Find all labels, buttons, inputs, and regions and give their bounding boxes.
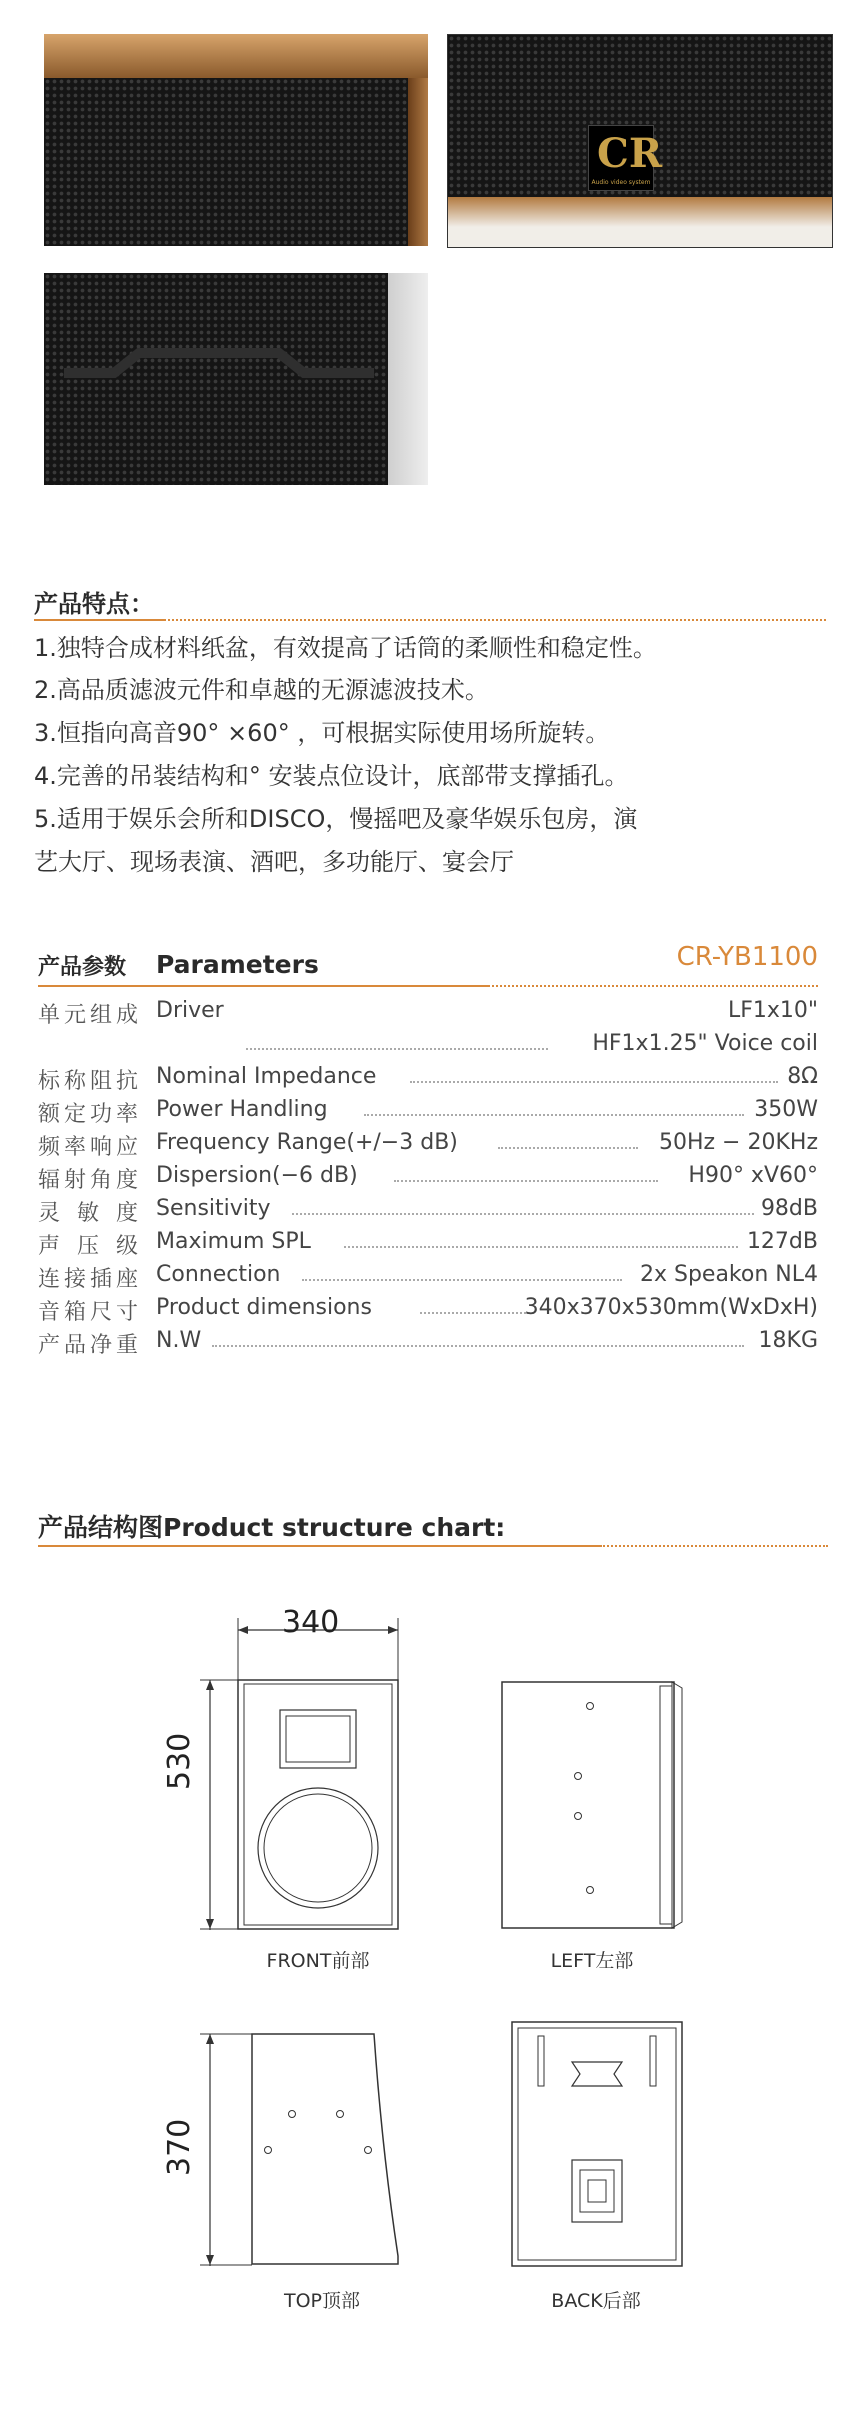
feature-item: 3.恒指向高音90° ×60° ，可根据实际使用场所旋转。: [34, 719, 610, 747]
param-label-en: N.W: [156, 1328, 202, 1353]
param-leader: [344, 1246, 738, 1248]
param-value: 18KG: [758, 1328, 818, 1353]
param-label-en: Frequency Range(+/−3 dB): [156, 1130, 458, 1155]
logo-mark: CR: [597, 130, 663, 177]
top-view-drawing: [160, 2020, 420, 2270]
feature-item: 4.完善的吊装结构和° 安装点位设计，底部带支撑插孔。: [34, 762, 629, 790]
params-title-en: Parameters: [156, 950, 319, 979]
param-leader: [212, 1345, 744, 1347]
param-label-en: Power Handling: [156, 1097, 328, 1122]
param-value: 50Hz − 20KHz: [658, 1130, 818, 1155]
params-divider: [488, 985, 818, 987]
param-leader: [394, 1180, 658, 1182]
param-leader: [302, 1279, 622, 1281]
param-label-cn: 连接插座: [38, 1267, 138, 1292]
param-label-cn: 频率响应: [38, 1135, 138, 1160]
param-label-cn: 灵敏度: [38, 1201, 138, 1226]
param-row-driver-hf: [38, 1031, 818, 1061]
left-view-drawing: [500, 1680, 690, 1930]
param-value: H90° xV60°: [688, 1163, 818, 1188]
back-view-drawing: [510, 2020, 690, 2270]
left-label: LEFT左部: [550, 1950, 634, 1972]
param-label-cn: 标称阻抗: [38, 1069, 138, 1094]
param-leader: [364, 1114, 744, 1116]
param-value: 8Ω: [787, 1064, 818, 1089]
features-title-underline: [34, 619, 164, 621]
param-label-en: Nominal Impedance: [156, 1064, 377, 1089]
dim-depth-label: 370: [162, 2118, 197, 2176]
photo-logo-detail: [447, 34, 833, 248]
param-label-cn: 额定功率: [38, 1102, 138, 1127]
param-label-en: Dispersion(−6 dB): [156, 1163, 358, 1188]
params-title-cn: 产品参数: [38, 955, 127, 980]
param-row-frequency: [38, 1130, 818, 1160]
param-row-impedance: [38, 1064, 818, 1094]
param-row-dispersion: [38, 1163, 818, 1193]
param-label-en: Connection: [156, 1262, 281, 1287]
photo-corner-detail: [44, 34, 428, 246]
param-label-cn: 单元组成: [38, 1003, 138, 1028]
feature-item: 2.高品质滤波元件和卓越的无源滤波技术。: [34, 676, 489, 704]
param-row-connection: [38, 1262, 818, 1292]
param-value: LF1x10": [727, 998, 818, 1023]
param-label-cn: 声压级: [38, 1234, 138, 1259]
params-underline: [38, 985, 488, 987]
param-row-sensitivity: [38, 1196, 818, 1226]
param-leader: [246, 1048, 548, 1050]
structure-divider: [600, 1545, 828, 1547]
param-leader: [410, 1081, 778, 1083]
param-value: HF1x1.25" Voice coil: [592, 1031, 818, 1056]
param-row-weight: [38, 1328, 818, 1358]
param-row-power: [38, 1097, 818, 1127]
feature-item: 5.适用于娱乐会所和DISCO，慢摇吧及豪华娱乐包房，演: [34, 805, 638, 833]
param-value: 340x370x530mm(WxDxH): [524, 1295, 818, 1320]
param-value: 350W: [754, 1097, 818, 1122]
param-label-en: Maximum SPL: [156, 1229, 311, 1254]
param-row-driver: [38, 998, 818, 1028]
brand-logo: [588, 125, 663, 191]
dim-width-label: 340: [282, 1605, 340, 1640]
grille-ridge: [44, 273, 388, 485]
param-leader: [292, 1213, 754, 1215]
param-leader: [420, 1312, 534, 1314]
dim-height-label: 530: [162, 1732, 197, 1790]
features-divider: [164, 619, 826, 621]
model-number: CR-YB1100: [676, 942, 818, 972]
param-row-dimensions: [38, 1295, 818, 1325]
back-label: BACK后部: [551, 2290, 641, 2312]
param-label-en: Product dimensions: [156, 1295, 372, 1320]
param-row-spl: [38, 1229, 818, 1259]
param-label-cn: 音箱尺寸: [38, 1300, 138, 1325]
param-value: 98dB: [760, 1196, 818, 1221]
param-label-cn: 辐射角度: [38, 1168, 138, 1193]
front-label: FRONT前部: [266, 1950, 370, 1972]
top-label: TOP顶部: [283, 2290, 361, 2312]
param-value: 127dB: [746, 1229, 818, 1254]
feature-item: 艺大厅、现场表演、酒吧，多功能厅、宴会厅: [34, 848, 514, 876]
structure-title-underline: [38, 1545, 600, 1547]
front-view-drawing: [160, 1600, 420, 1930]
structure-title: 产品结构图Product structure chart:: [38, 1513, 506, 1542]
param-label-cn: 产品净重: [38, 1333, 138, 1358]
param-label-en: Driver: [156, 998, 224, 1023]
param-leader: [498, 1147, 638, 1149]
logo-subtext: Audio video system: [591, 179, 651, 186]
feature-item: 1.独特合成材料纸盆，有效提高了话筒的柔顺性和稳定性。: [34, 634, 657, 662]
features-title: 产品特点：: [34, 590, 154, 618]
photo-grille-detail: [44, 273, 428, 485]
param-label-en: Sensitivity: [156, 1196, 271, 1221]
param-value: 2x Speakon NL4: [639, 1262, 818, 1287]
